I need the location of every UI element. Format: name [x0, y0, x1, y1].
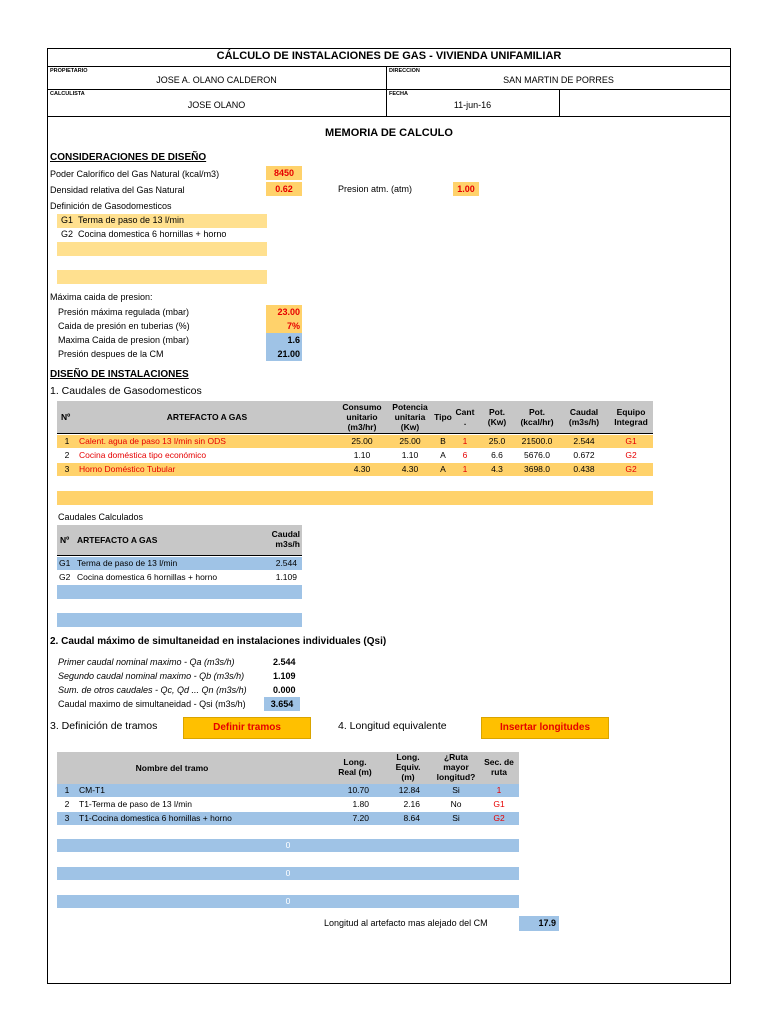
row-nombre: Cocina doméstica tipo económico — [79, 450, 207, 460]
row-tipo: A — [440, 450, 446, 460]
presion-max-value[interactable]: 23.00 — [266, 305, 302, 319]
row-nombre: Calent. agua de paso 13 l/min sin ODS — [79, 436, 226, 446]
gaso-row-empty[interactable] — [57, 242, 267, 256]
gaso-desc: Cocina domestica 6 hornillas + horno — [78, 229, 227, 239]
row-caudal: 0.438 — [573, 464, 595, 474]
artefactos-table-header — [57, 401, 653, 434]
tramo-sec: G1 — [493, 799, 505, 809]
sum-label: Sum. de otros caudales - Qc, Qd ... Qn (m3s/h) — [58, 685, 247, 695]
tramos-table-header — [57, 752, 519, 785]
row-potencia: 4.30 — [401, 464, 419, 474]
insertar-longitudes-button[interactable]: Insertar longitudes — [481, 717, 609, 739]
tramo-equiv: 8.64 — [403, 813, 420, 823]
tramos-col-ruta: ¿Ruta mayor longitud? — [436, 752, 476, 782]
tramo-real: 1.80 — [352, 799, 369, 809]
row-n: 1 — [64, 436, 70, 446]
qb-value: 1.109 — [273, 671, 296, 681]
calc-caudal: 1.109 — [275, 572, 297, 582]
row-equipo: G2 — [625, 450, 637, 460]
col-consumo: Consumo unitario (m3/hr) — [342, 402, 382, 432]
diseno-title: DISEÑO DE INSTALACIONES — [50, 369, 189, 380]
row-caudal: 2.544 — [573, 436, 595, 446]
presion-atm-label: Presion atm. (atm) — [338, 184, 413, 194]
tramo-real: 7.20 — [352, 813, 369, 823]
propietario-value: JOSE A. OLANO CALDERON — [156, 75, 277, 85]
artefacto-row-empty[interactable] — [57, 491, 653, 505]
tramo-row-empty[interactable]: 0 — [57, 867, 519, 880]
row-pot-kw: 25.0 — [488, 436, 506, 446]
caida-tub-value[interactable]: 7% — [266, 319, 302, 333]
gaso-row-empty[interactable] — [57, 270, 267, 284]
tramo-nombre: T1-Cocina domestica 6 hornillas + horno — [79, 813, 232, 823]
col-pot-kw: Pot. (Kw) — [487, 407, 507, 427]
row-pot-kw: 4.3 — [491, 464, 503, 474]
col-potencia: Potencia unitaria (Kw) — [392, 402, 428, 432]
row-potencia: 25.00 — [399, 436, 421, 446]
sum-value: 0.000 — [273, 685, 296, 695]
row-tipo: B — [440, 436, 446, 446]
gaso-desc: Terma de paso de 13 l/min — [78, 215, 185, 225]
col-caudal: Caudal (m3s/h) — [568, 407, 600, 427]
calc-desc: Cocina domestica 6 hornillas + horno — [77, 572, 218, 582]
consideraciones-title: CONSIDERACIONES DE DISEÑO — [50, 152, 207, 163]
gaso-code: G2 — [61, 229, 74, 239]
tramos-col-sec: Sec. de ruta — [484, 757, 514, 777]
calc-col-n: Nº — [60, 535, 70, 545]
tramo-equiv: 12.84 — [398, 785, 420, 795]
presion-max-label: Presión máxima regulada (mbar) — [58, 307, 190, 317]
row-cant: 1 — [462, 464, 468, 474]
tramo-row-empty[interactable]: 0 — [57, 839, 519, 852]
tramo-ruta: No — [450, 799, 462, 809]
fecha-label: FECHA — [389, 91, 408, 97]
memoria-title: MEMORIA DE CALCULO — [325, 127, 453, 139]
sheet-title: CÁLCULO DE INSTALACIONES DE GAS - VIVIENDA UNIFAMILIAR — [216, 50, 562, 62]
calc-title: Caudales Calculados — [58, 512, 144, 522]
tramo-equiv: 2.16 — [403, 799, 420, 809]
tramos-col-equiv: Long. Equiv. (m) — [395, 752, 421, 782]
densidad-label: Densidad relativa del Gas Natural — [50, 185, 185, 195]
calc-table-header — [57, 525, 302, 556]
tramo-real: 10.70 — [347, 785, 369, 795]
gaso-row-2[interactable] — [57, 228, 267, 242]
calc-code: G2 — [59, 572, 71, 582]
calc-code: G1 — [59, 558, 71, 568]
col-cant: Cant . — [455, 407, 475, 427]
def-gaso-label: Definición de Gasodomesticos — [50, 201, 172, 211]
gaso-row-1[interactable] — [57, 214, 267, 228]
max-caida-mbar-value: 1.6 — [266, 333, 302, 347]
tramo-n: 1 — [64, 785, 70, 795]
longitud-value: 17.9 — [519, 916, 559, 931]
qb-label: Segundo caudal nominal maximo - Qb (m3s/h) — [58, 671, 245, 681]
tramo-nombre: T1-Terma de paso de 13 l/min — [79, 799, 192, 809]
presion-despues-label: Presión despues de la CM — [58, 349, 164, 359]
row-pot-kcal: 5676.0 — [524, 450, 550, 460]
col-tipo: Tipo — [434, 412, 452, 422]
presion-atm-value[interactable]: 1.00 — [453, 182, 479, 196]
row-n: 2 — [64, 450, 70, 460]
row-pot-kw: 6.6 — [491, 450, 503, 460]
calc-caudal: 2.544 — [275, 558, 297, 568]
propietario-label: PROPIETARIO — [50, 68, 88, 74]
row-caudal: 0.672 — [573, 450, 595, 460]
presion-despues-value: 21.00 — [266, 347, 302, 361]
tramos-col-nombre: Nombre del tramo — [135, 763, 209, 773]
poder-value[interactable]: 8450 — [266, 166, 302, 180]
tramo-sec: G2 — [493, 813, 505, 823]
tramo-sec: 1 — [496, 785, 502, 795]
direccion-value: SAN MARTIN DE PORRES — [503, 75, 614, 85]
row-n: 3 — [64, 464, 70, 474]
artefacto-row[interactable] — [57, 449, 653, 462]
row-cant: 1 — [462, 436, 468, 446]
qsi-label: Caudal maximo de simultaneidad - Qsi (m3s/h) — [58, 699, 246, 709]
row-nombre: Horno Doméstico Tubular — [79, 464, 176, 474]
row-potencia: 1.10 — [401, 450, 419, 460]
calc-row-empty[interactable] — [57, 585, 302, 599]
tramo-n: 2 — [64, 799, 70, 809]
qa-label: Primer caudal nominal maximo - Qa (m3s/h) — [58, 657, 235, 667]
longitud-label: Longitud al artefacto mas alejado del CM — [324, 918, 488, 928]
qa-value: 2.544 — [273, 657, 296, 667]
row-tipo: A — [440, 464, 446, 474]
tramo-row[interactable] — [57, 798, 519, 811]
tramo-row-empty[interactable]: 0 — [57, 895, 519, 908]
col-pot-kcal: Pot. (kcal/hr) — [520, 407, 554, 427]
col-n: Nº — [61, 412, 71, 422]
row-equipo: G1 — [625, 436, 637, 446]
row-consumo: 1.10 — [353, 450, 371, 460]
calc-row[interactable] — [57, 557, 302, 570]
row-cant: 6 — [462, 450, 468, 460]
long-equiv-title: 4. Longitud equivalente — [338, 720, 447, 732]
row-pot-kcal: 21500.0 — [521, 436, 553, 446]
calculista-label: CALCULISTA — [50, 91, 85, 97]
artefacto-row[interactable] — [57, 463, 653, 476]
col-equipo: Equipo Integrad — [614, 407, 648, 427]
caida-tub-label: Caida de presión en tuberias (%) — [58, 321, 190, 331]
direccion-label: DIRECCION — [389, 68, 420, 74]
poder-label: Poder Calorífico del Gas Natural (kcal/m3) — [50, 169, 220, 179]
row-consumo: 25.00 — [351, 436, 373, 446]
tramo-nombre: CM-T1 — [79, 785, 105, 795]
row-pot-kcal: 3698.0 — [524, 464, 550, 474]
calc-row[interactable] — [57, 571, 302, 584]
qsi-value: 3.654 — [264, 697, 300, 711]
max-caida-label: Máxima caida de presion: — [50, 292, 153, 302]
def-tramos-title: 3. Definición de tramos — [50, 720, 158, 732]
tramo-row[interactable] — [57, 784, 519, 797]
calc-col-caudal: Caudal m3s/h — [271, 529, 300, 549]
calc-desc: Terma de paso de 13 l/min — [77, 558, 178, 568]
calc-row-empty[interactable] — [57, 613, 302, 627]
fecha-value: 11-jun-16 — [453, 100, 492, 110]
simultaneidad-title: 2. Caudal máximo de simultaneidad en instalaciones individuales (Qsi) — [50, 636, 387, 647]
artefacto-row[interactable] — [57, 435, 653, 448]
tramo-ruta: Si — [452, 785, 460, 795]
tramo-n: 3 — [64, 813, 70, 823]
calculista-value: JOSE OLANO — [187, 100, 246, 110]
row-equipo: G2 — [625, 464, 637, 474]
calc-col-artefacto: ARTEFACTO A GAS — [77, 535, 158, 545]
caudales-title: 1. Caudales de Gasodomesticos — [50, 385, 202, 397]
row-consumo: 4.30 — [353, 464, 371, 474]
col-artefacto: ARTEFACTO A GAS — [166, 412, 248, 422]
tramo-row[interactable] — [57, 812, 519, 825]
densidad-value[interactable]: 0.62 — [266, 182, 302, 196]
gaso-code: G1 — [61, 215, 74, 225]
tramo-ruta: Si — [452, 813, 460, 823]
definir-tramos-button[interactable]: Definir tramos — [183, 717, 311, 739]
max-caida-mbar-label: Maxima Caida de presion (mbar) — [58, 335, 190, 345]
tramos-col-real: Long. Real (m) — [338, 757, 372, 777]
